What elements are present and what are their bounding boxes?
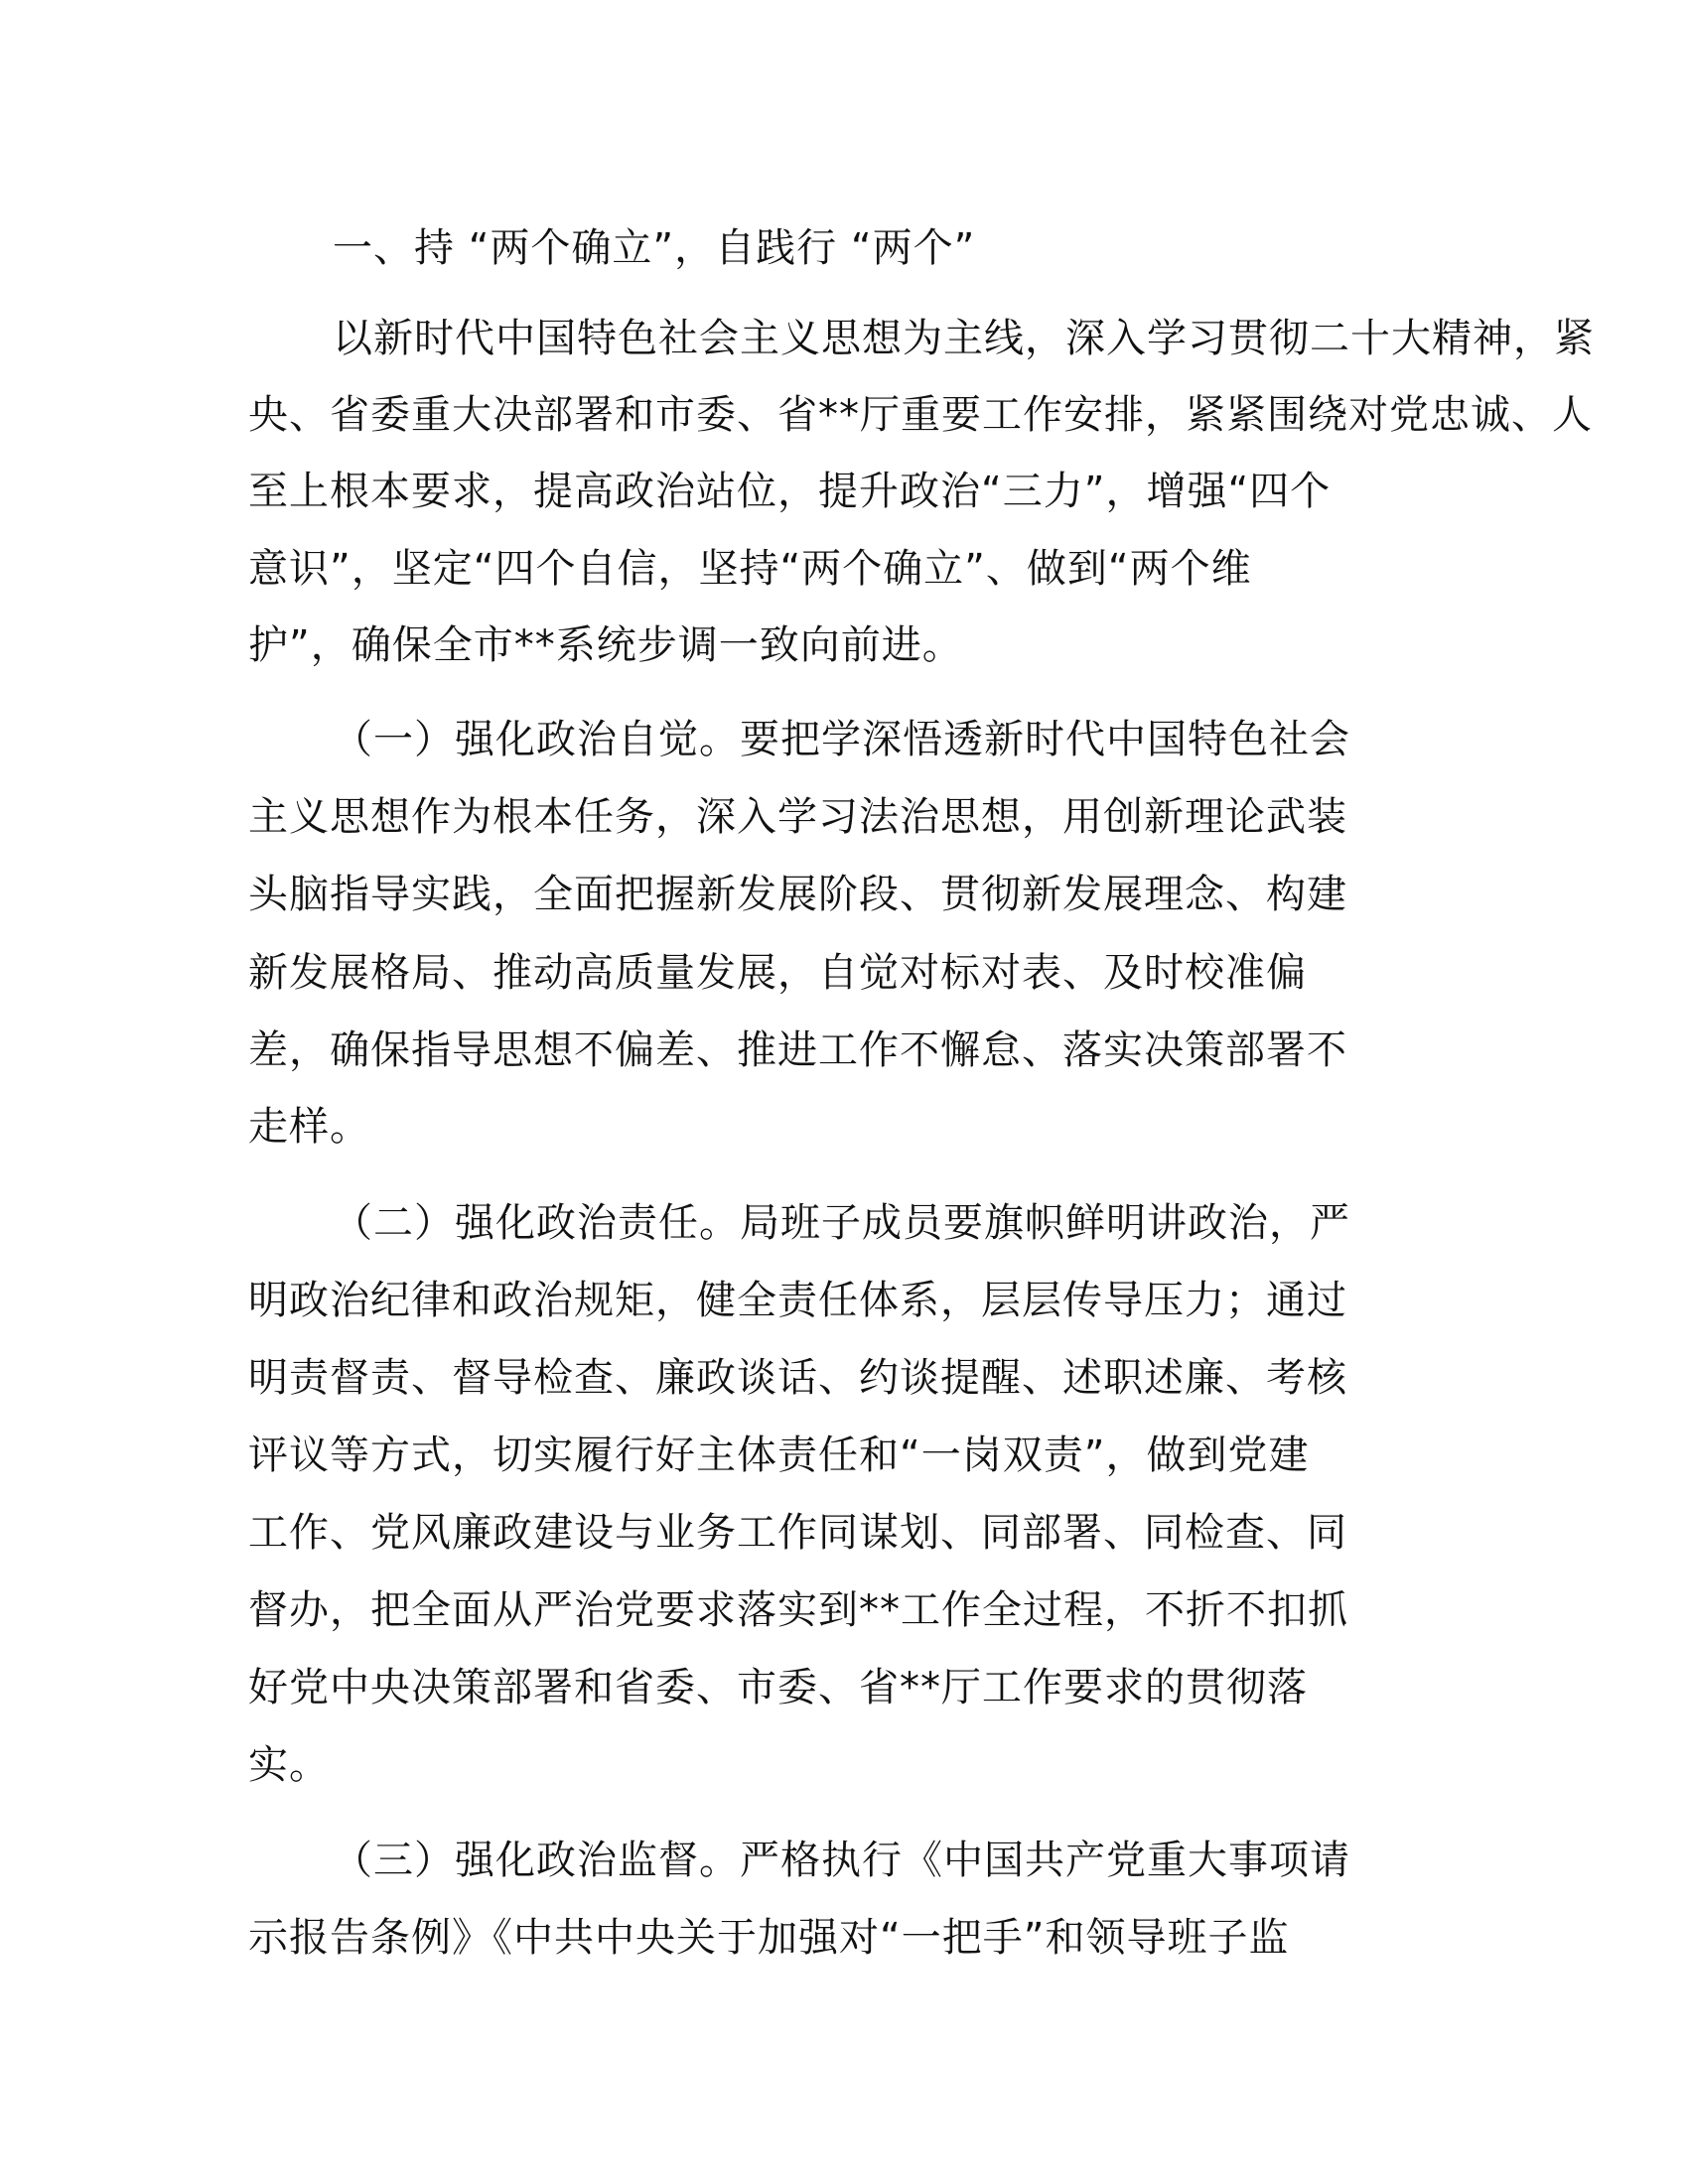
paragraph-line: 示报告条例》《中共中央关于加强对“一把手”和领导班子监 [248, 1915, 1290, 1961]
paragraph-line: 走样。 [248, 1104, 370, 1150]
paragraph-line: 工作、党风廉政建设与业务工作同谋划、同部署、同检查、同 [248, 1510, 1347, 1556]
paragraph-line: 评议等方式，切实履行好主体责任和“一岗双责”，做到党建 [248, 1433, 1310, 1478]
paragraph-line: 央、省委重大决部署和市委、省**厅重要工作安排，紧紧围绕对党忠诚、人 [248, 392, 1593, 438]
paragraph-line: 主义思想作为根本任务，深入学习法治思想，用创新理论武装 [248, 794, 1347, 840]
paragraph-line: 意识”，坚定“四个自信，坚持“两个确立”、做到“两个维 [248, 546, 1252, 592]
paragraph-line: 护”，确保全市**系统步调一致向前进。 [248, 622, 963, 668]
paragraph-line: 明责督责、督导检查、廉政谈话、约谈提醒、述职述廉、考核 [248, 1355, 1347, 1401]
paragraph-line: 督办，把全面从严治党要求落实到**工作全过程，不折不扣抓 [248, 1587, 1348, 1633]
paragraph-line: （三）强化政治监督。严格执行《中国共产党重大事项请 [333, 1838, 1350, 1883]
paragraph-line: 好党中央决策部署和省委、市委、省**厅工作要求的贯彻落 [248, 1665, 1308, 1710]
paragraph-line: 新发展格局、推动高质量发展，自觉对标对表、及时校准偏 [248, 950, 1307, 996]
paragraph-line: （二）强化政治责任。局班子成员要旗帜鲜明讲政治，严 [333, 1200, 1350, 1246]
paragraph-line: 至上根本要求，提高政治站位，提升政治“三力”，增强“四个 [248, 469, 1332, 514]
paragraph-line: 以新时代中国特色社会主义思想为主线，深入学习贯彻二十大精神，紧 [333, 316, 1595, 361]
paragraph-line: 差，确保指导思想不偏差、推进工作不懈怠、落实决策部署不 [248, 1027, 1347, 1073]
paragraph-line: 明政治纪律和政治规矩，健全责任体系，层层传导压力；通过 [248, 1278, 1347, 1323]
paragraph-line: （一）强化政治自觉。要把学深悟透新时代中国特色社会 [333, 717, 1350, 762]
paragraph-line: 头脑指导实践，全面把握新发展阶段、贯彻新发展理念、构建 [248, 872, 1347, 917]
section-heading: 一、持 “两个确立”，自践行 “两个” [333, 225, 976, 271]
paragraph-line: 实。 [248, 1742, 330, 1788]
